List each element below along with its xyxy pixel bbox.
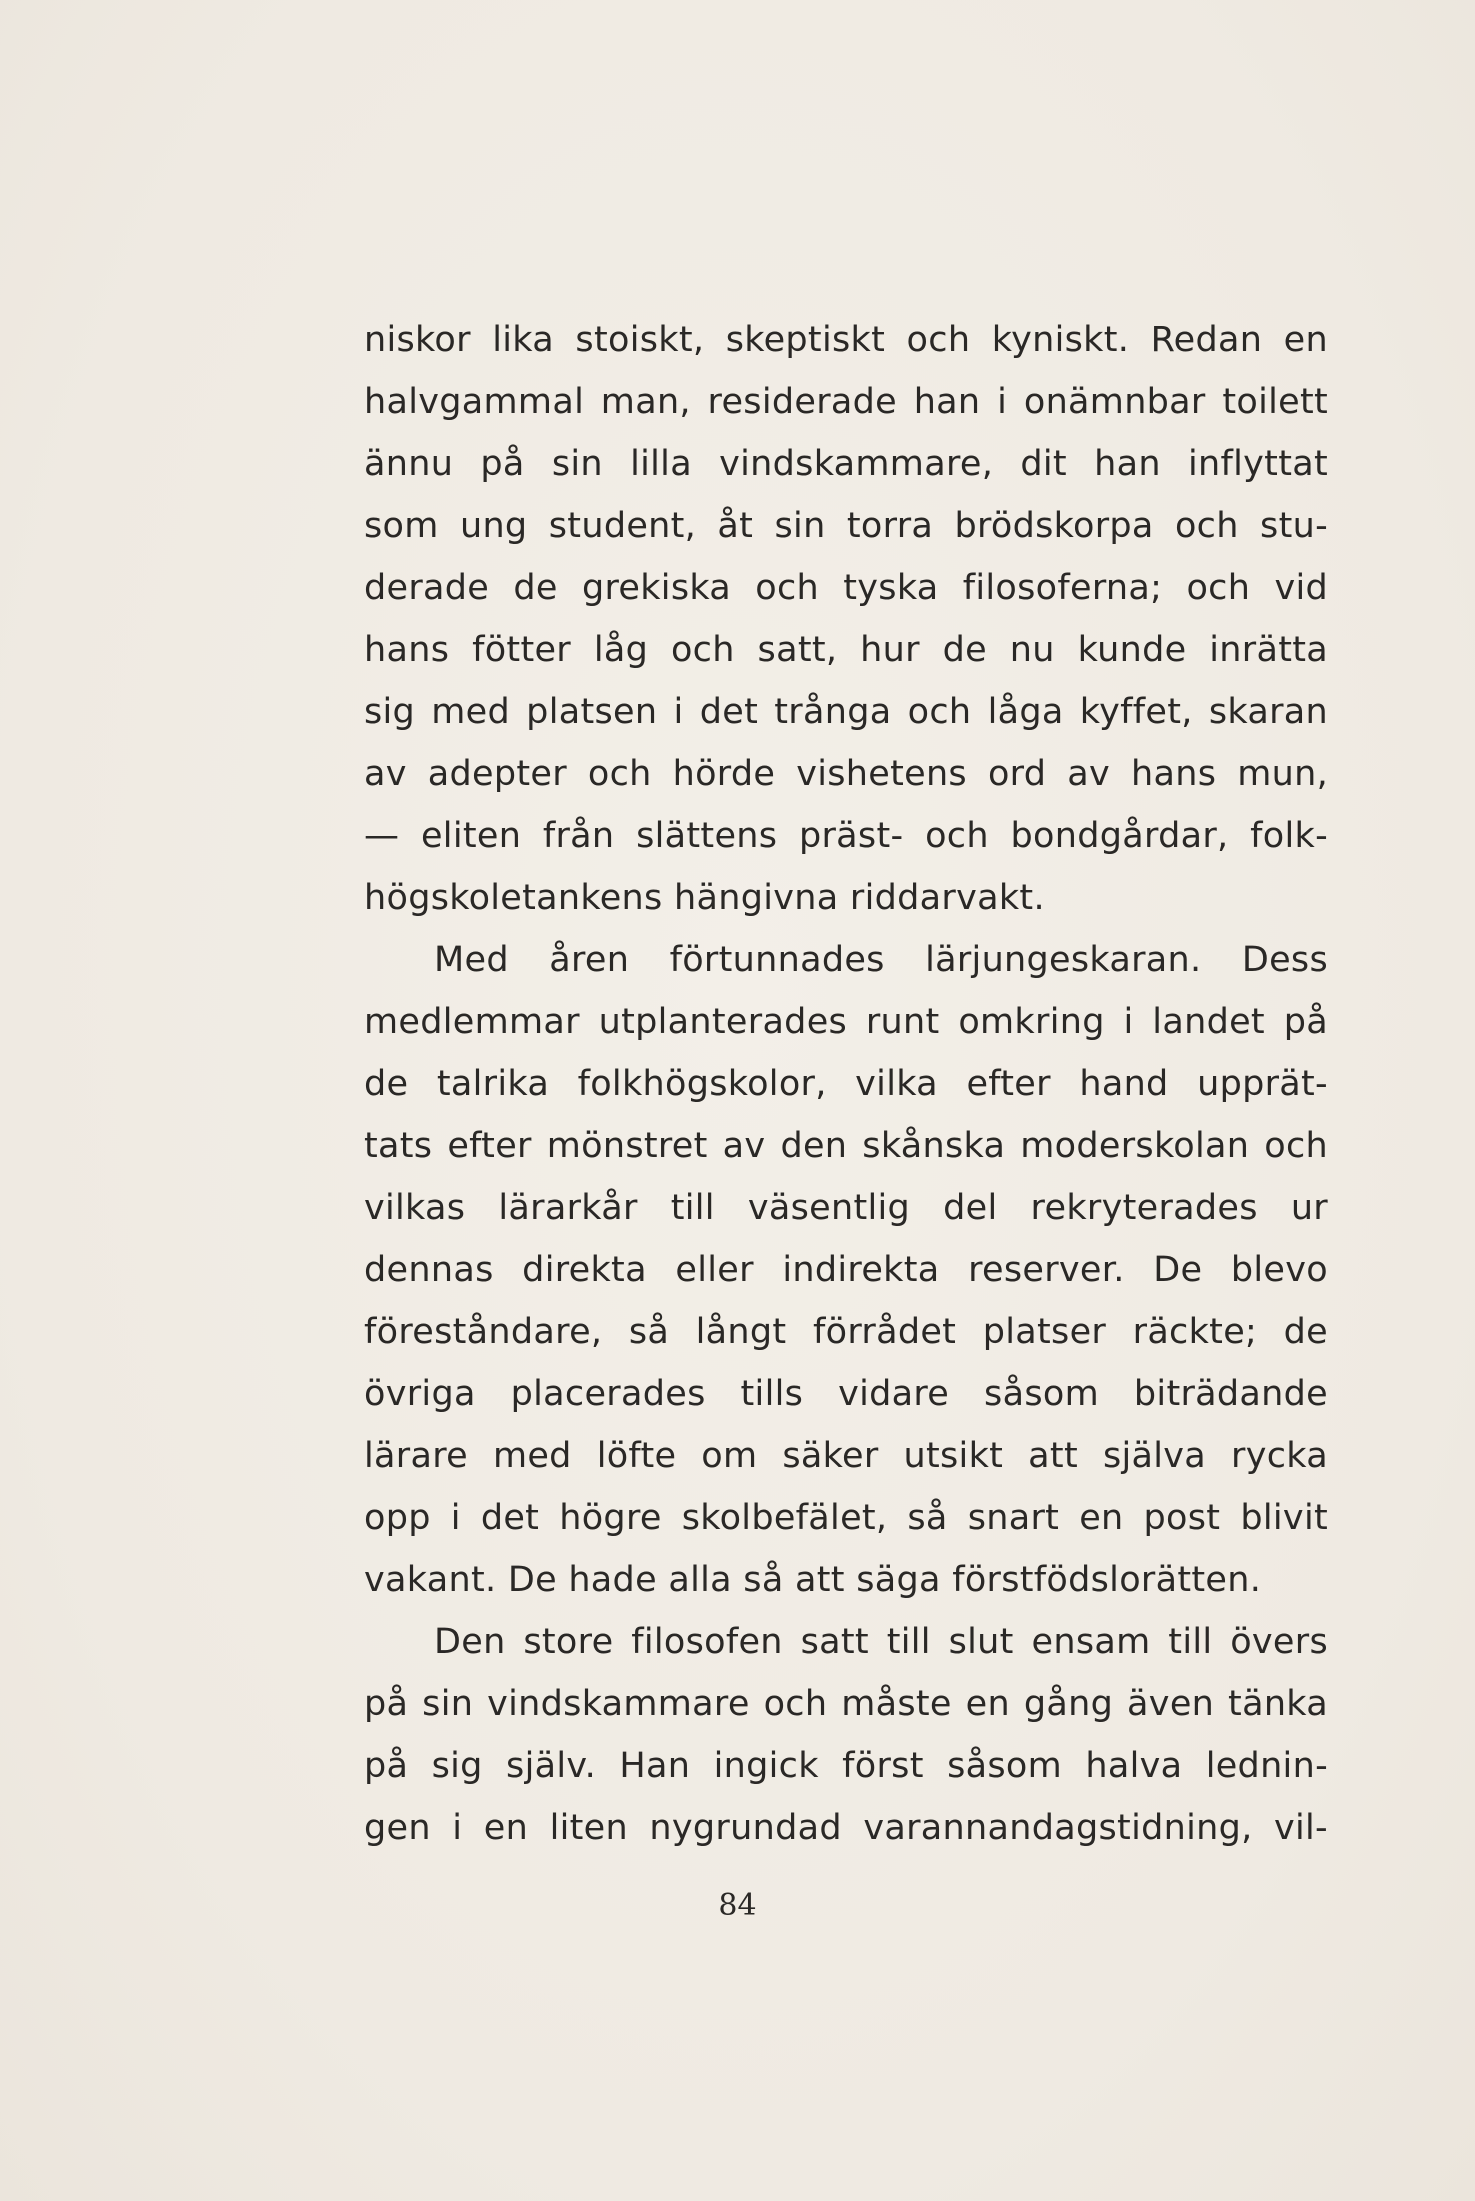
- page-number: 84: [718, 1888, 757, 1923]
- text-line: av adepter och hörde vishetens ord av hans mun,: [364, 754, 1328, 794]
- text-line: övriga placerades tills vidare såsom biträdande: [364, 1374, 1328, 1414]
- text-line: opp i det högre skolbefälet, så snart en post blivit: [364, 1498, 1328, 1538]
- text-line: hans fötter låg och satt, hur de nu kunde inrätta: [364, 630, 1328, 670]
- text-line: Den store filosofen satt till slut ensam till övers: [434, 1622, 1328, 1662]
- text-line: — eliten från slättens präst- och bondgårdar, folk-: [364, 816, 1328, 856]
- text-line: gen i en liten nygrundad varannandagstidning, vil-: [364, 1808, 1328, 1848]
- text-line: Med åren förtunnades lärjungeskaran. Dess: [434, 940, 1328, 980]
- text-line: lärare med löfte om säker utsikt att själva rycka: [364, 1436, 1328, 1476]
- text-line: högskoletankens hängivna riddarvakt.: [364, 878, 1045, 918]
- text-line: föreståndare, så långt förrådet platser räckte; de: [364, 1312, 1328, 1352]
- text-line: halvgammal man, residerade han i onämnbar toilett: [364, 382, 1328, 422]
- body-text: [364, 309, 1328, 1859]
- text-line: dennas direkta eller indirekta reserver. De blevo: [364, 1250, 1328, 1290]
- text-line: ännu på sin lilla vindskammare, dit han inflyttat: [364, 444, 1328, 484]
- text-line: vakant. De hade alla så att säga förstfödslorätten.: [364, 1560, 1262, 1600]
- text-line: sig med platsen i det trånga och låga kyffet, skaran: [364, 692, 1328, 732]
- text-line: de talrika folkhögskolor, vilka efter hand upprät-: [364, 1064, 1328, 1104]
- text-line: som ung student, åt sin torra brödskorpa och stu-: [364, 506, 1328, 546]
- text-line: derade de grekiska och tyska filosoferna; och vid: [364, 568, 1328, 608]
- text-line: på sig själv. Han ingick först såsom halva lednin-: [364, 1746, 1328, 1786]
- text-line: medlemmar utplanterades runt omkring i landet på: [364, 1002, 1328, 1042]
- text-line: niskor lika stoiskt, skeptiskt och kyniskt. Redan en: [364, 320, 1328, 360]
- text-line: på sin vindskammare och måste en gång även tänka: [364, 1684, 1328, 1724]
- text-line: tats efter mönstret av den skånska moderskolan och: [364, 1126, 1328, 1166]
- text-line: vilkas lärarkår till väsentlig del rekryterades ur: [364, 1188, 1328, 1228]
